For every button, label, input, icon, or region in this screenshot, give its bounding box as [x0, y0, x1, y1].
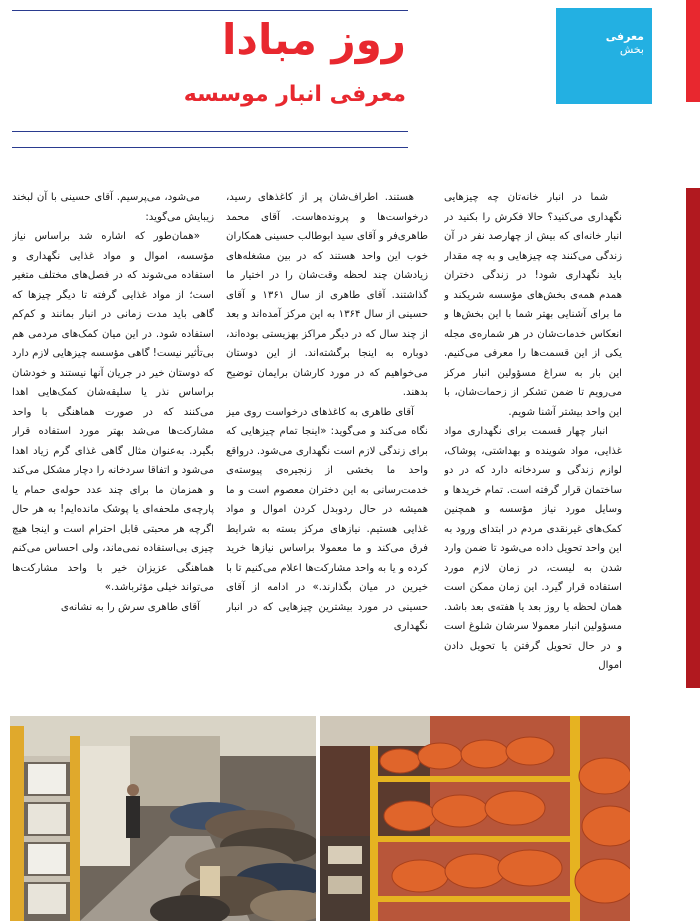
text-column-1: [444, 188, 622, 688]
header-rule-top: [12, 10, 408, 11]
section-label-box: [556, 8, 652, 104]
paragraph: آقای طاهری به کاغذهای درخواست روی میز نگاه می‌کند و می‌گوید: «اینجا تمام چیزهایی که برای زندگی لازم است نگهداری می‌شود. درواقع واحد ما بخشی از زنجیره‌ی پیوسته‌ی خدمت‌رسانی به این دختران معصوم است و ما همیشه در حال ردوبدل کردن اموال و مواد غذایی هستیم. نیازهای مرکز بسته به شرایط فرق می‌کند و ما معمولا براساس نیازها خرید کرده و یا به واحد مشارکت‌ها اعلام می‌کنیم تا با خیرین در میان بگذارند.» در ادامه از آقای حسینی در مورد بیشترین چیزهایی که در انبار نگهداری: [226, 406, 428, 632]
text-column-3: [12, 188, 214, 688]
section-label-line2: بخش: [619, 43, 644, 56]
paragraph: می‌شود، می‌پرسیم. آقای حسینی با آن لبخند زیبایش می‌گوید:: [12, 192, 214, 223]
red-side-tab: [686, 0, 700, 102]
paragraph: «همان‌طور که اشاره شد براساس نیاز مؤسسه، اموال و مواد غذایی نگهداری و استفاده می‌شوند که در فصل‌های مختلف متغیر است؛ از مواد غذایی گرفته تا دیگر چیزها که گاهی باید مدت زمانی در انبار بمانند و کم‌کم استفاده شود. در این میان کمک‌های مردمی هم بی‌تأثیر نیست! گاهی مؤسسه چیزهایی لازم دارد که دوستان خیر در جریان آنها نیستند و خودشان براساس نذر یا سلیقه‌شان کمک‌هایی اهدا می‌کنند که در صورت هماهنگی با واحد مشارکت‌ها می‌شد بهتر مورد استفاده قرار بگیرد. به‌عنوان مثال گاهی غذای گرم زیاد اهدا می‌شود و اتفاقا سردخانه را دچار مشکل می‌کند و همزمان ما برای چند عدد حوله‌ی حمام یا پارچه‌ی ملحفه‌ای یا پوشک مانده‌ایم! به هر حال اگرچه هر محبتی قابل احترام است و اینجا هیچ چیزی بی‌استفاده نمی‌ماند، ولی احساس می‌کنم هماهنگی عزیزان خیر با واحد مشارکت‌ها می‌تواند خیلی مؤثرباشد.»: [12, 231, 214, 593]
warehouse-fabric-photo: [10, 716, 316, 921]
article-subtitle: معرفی انبار موسسه: [183, 82, 406, 107]
paragraph: شما در انبار خانه‌تان چه چیزهایی نگهداری می‌کنید؟ حالا فکرش را بکنید در انبار خانه‌ای که بیش از چهارصد نفر در آن زندگی می‌کنند چه چیزهایی و به چه مقدار باید نگهداری شود! در زندگی دختران همدم همه‌ی بخش‌های مؤسسه شریکند و ما برای آشنایی بهتر شما با این بخش‌ها و انعکاس خدمات‌شان در هر شماره‌ی مجله یکی از این قسمت‌ها را معرفی می‌کنیم. این بار به سراغ مسؤولین انبار مرکز می‌رویم تا ضمن تشکر از زحمات‌شان، با این واحد بیشتر آشنا شویم.: [444, 192, 622, 418]
paragraph: آقای طاهری سرش را به نشانه‌ی: [60, 601, 200, 613]
header-rule-bottom: [12, 147, 408, 148]
article-title: روز مبادا: [222, 15, 406, 64]
paragraph: انبار چهار قسمت برای نگهداری مواد غذایی، مواد شوینده و بهداشتی، پوشاک، لوازم زندگی و سردخانه دارد که در دو ساختمان قرار گرفته است. تمام خریدها و وسایل مورد نیاز مؤسسه و همچنین کمک‌های غیرنقدی مردم در ابتدای ورود به این واحد تحویل داده می‌شود تا ضمن وارد شدن به لیست، در زمان لازم مورد استفاده قرار گیرد. این زمان ممکن است همان لحظه یا روز بعد یا هفته‌ی بعد باشد. مسؤولین انبار معمولا سرشان شلوغ است و در حال تحویل گرفتن یا تحویل دادن اموال: [444, 426, 622, 671]
paragraph: هستند. اطراف‌شان پر از کاغذهای رسید، درخواست‌ها و پرونده‌هاست. آقای محمد طاهری‌فر و آقای سید ابوطالب حسینی همکاران خوب این واحد هستند که در بین مشغله‌های زیادشان چند لحظه وقت‌شان را در اختیار ما گذاشتند. آقای طاهری از سال ۱۳۶۱ و آقای حسینی از سال ۱۳۶۴ به این مرکز آمده‌اند و بعد از چند سال که در دیگر مراکز بهزیستی بوده‌اند، دوباره به اینجا برگشته‌اند. از این دوستان می‌خواهیم که در مورد کارشان برایمان توضیح بدهند.: [226, 192, 428, 398]
text-column-2: [226, 188, 428, 688]
header-rule-middle: [12, 131, 408, 132]
dark-red-side-bar: [686, 188, 700, 688]
warehouse-sacks-photo: [320, 716, 630, 921]
section-label-line1: معرفی: [605, 30, 644, 43]
